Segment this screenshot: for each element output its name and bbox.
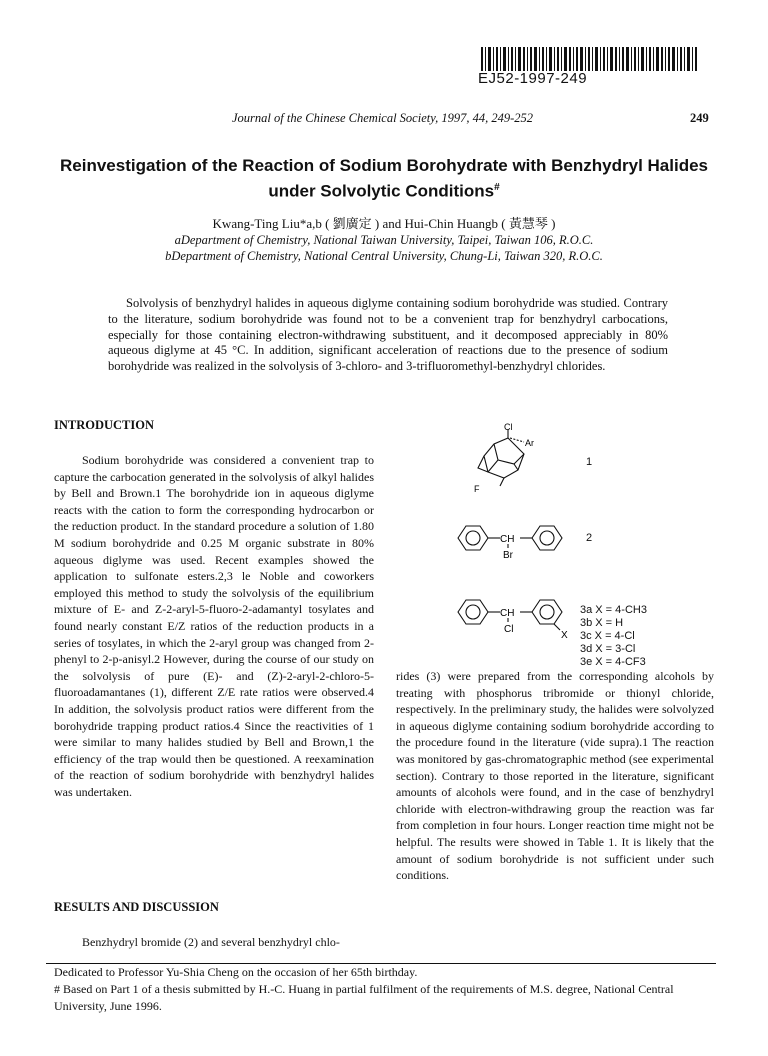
atom-cl: Cl: [504, 624, 514, 635]
abstract: Solvolysis of benzhydryl halides in aqueous diglyme containing sodium borohydride was studied. Contrary to the literature, sodium borohydride was found not to be a convenient trap for benzhydryl carbocations, especially for those containing electron-withdrawing substituent, and it decomposed appreciably in 80% aqueous diglyme at 45 °C. In addition, significant acceleration of reactions due to the presence of sodium borohydride was realized in the solvolysis of 3-chloro- and 3-trifluoromethyl-benzhydryl chlorides.: [108, 296, 668, 374]
compound-2-label: 2: [586, 532, 593, 544]
affiliation-a: aDepartment of Chemistry, National Taiwan University, Taipei, Taiwan 106, R.O.C.: [174, 233, 594, 247]
group-ch: CH: [500, 534, 515, 545]
group-ch: CH: [500, 608, 515, 619]
results-paragraph-start: Benzhydryl bromide (2) and several benzhydryl chlo-: [82, 935, 340, 949]
introduction-paragraph: Sodium borohydride was considered a convenient trap to capture the carbocation generated in the solvolysis of alkyl halides by Bell and Brown.1 The borohydride ion in aqueous diglyme reacts with the cation to form the corresponding hydrocarbon or the reduction product. In the standard procedure a solution of 1.80 M sodium borohydride and 0.25 M organic substrate in 80% aqueous diglyme was used. Recent examples showed the application to sulfonate esters.2,3 le Noble and coworkers employed this method to study the solvolysis of the equilibrium mixture of E- and Z-2-aryl-5-fluoro-2-adamantyl tosylates and found nearly constant E/Z ratios of the reduction products in a series of tosylates, in which the 2-aryl group was changed from 2-phenyl to 2-p-anisyl.2 However, during the course of our study on the solvolysis of pure (E)- and (Z)-2-aryl-2-chloro-5-fluoroadamantanes (1), different Z/E rate ratios were observed.4 In addition, the solvolysis product ratios were different from the borohydride trapping product ratios.4 Since the reactivities of 1 were similar to many halides studied by Bell and Brown,1 the efficiency of the trap would then be questioned. A reexamination of the reaction of sodium borohydride with benzhydryl halides was undertaken.: [54, 453, 374, 799]
author-block: [60, 216, 708, 264]
structure-2-benzhydryl-bromide: [450, 518, 570, 564]
atom-cl: Cl: [504, 422, 513, 432]
footnote-dedication: Dedicated to Professor Yu-Shia Cheng on the occasion of her 65th birthday.: [54, 965, 418, 979]
results-body-right: [396, 668, 714, 884]
title-text: Reinvestigation of the Reaction of Sodium Borohydrate with Benzhydryl Halides under Solvolytic Conditions: [60, 156, 708, 201]
author-line: Kwang-Ting Liu*a,b ( 劉廣定 ) and Hui-Chin Huangb ( 黃慧琴 ): [212, 216, 556, 231]
atom-ar: Ar: [525, 438, 534, 448]
footnote-thesis: # Based on Part 1 of a thesis submitted by H.-C. Huang in partial fulfilment of the requirements of M.S. degree, National Central University, June 1996.: [54, 982, 674, 1013]
footnotes: [54, 964, 716, 1015]
substituent-x: X: [561, 630, 568, 641]
variant-3b: 3b X = H: [580, 617, 624, 629]
atom-br: Br: [503, 550, 513, 561]
introduction-body: [54, 452, 374, 800]
structure-3-benzhydryl-chloride: [450, 592, 576, 644]
structure-1-adamantane: [448, 420, 568, 500]
atom-f: F: [474, 484, 480, 494]
compound-1-label: 1: [586, 456, 593, 468]
barcode-image: [481, 47, 697, 71]
variant-3d: 3d X = 3-Cl: [580, 643, 636, 655]
barcode-id: EJ52-1997-249: [478, 70, 588, 87]
title-footnote-mark: #: [494, 182, 500, 193]
variant-3a: 3a X = 4-CH3: [580, 604, 647, 616]
variant-3e: 3e X = 4-CF3: [580, 656, 646, 668]
affiliation-b: bDepartment of Chemistry, National Central University, Chung-Li, Taiwan 320, R.O.C.: [165, 249, 603, 263]
introduction-heading: INTRODUCTION: [54, 418, 155, 432]
results-paragraph-continued: rides (3) were prepared from the corresponding alcohols by treating with phosphorus tribromide or thionyl chloride, respectively. In the preliminary study, the halides were solvolyzed in aqueous diglyme containing sodium borohydride according to the procedure found in the literature (vide supra).1 The reaction was monitored by gas-chromatographic method (see experimental section). Contrary to those reported in the literature, significant amounts of alcohols were found, and in the case of benzhydryl chloride with electron-withdrawing group the reaction was far from completion in four hours. Longer reaction time might not be helpful. The results were showed in Table 1. It is likely that the amount of sodium borohydride is not sufficient under such conditions.: [396, 669, 714, 883]
results-body-left: [54, 934, 374, 951]
paper-title: [60, 155, 708, 203]
results-heading: RESULTS AND DISCUSSION: [54, 900, 219, 914]
variant-3c: 3c X = 4-Cl: [580, 630, 635, 642]
compound-3-variants: [580, 604, 647, 669]
page-number: 249: [690, 111, 709, 125]
journal-citation: Journal of the Chinese Chemical Society, 1997, 44, 249-252: [232, 111, 533, 125]
